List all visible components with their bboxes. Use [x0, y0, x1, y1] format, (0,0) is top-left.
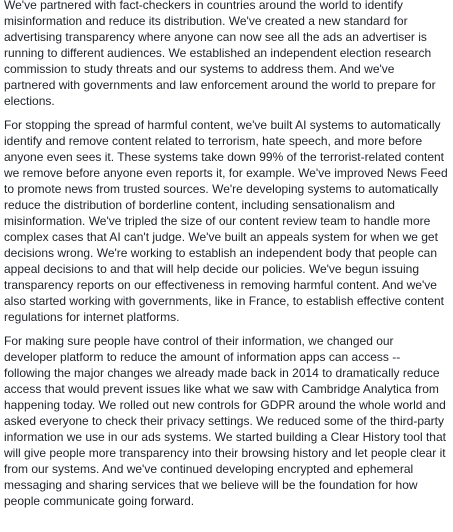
post-paragraph-partnerships: We've partnered with fact-checkers in countries around the world to identify misinformation and reduce its distribution. We've created a new standard for advertising transparency where anyone can now see all the ads an advertiser is running to different audiences. We established an independent election research commission to study threats and our systems to address them. And we've partnered with governments and law enforcement around the world to prepare for elections.: [4, 0, 436, 108]
post-paragraph-harmful-content: For stopping the spread of harmful content, we've built AI systems to automatically identify and remove content related to terrorism, hate speech, and more before anyone even sees it. These systems take down 99% of the terrorist-related content we remove before anyone even reports it, for example. We've improved News Feed to promote news from trusted sources. We're developing systems to automatically reduce the distribution of borderline content, including sensationalism and misinformation. We've tripled the size of our content review team to handle more complex cases that AI can't judge. We've built an appeals system for when we get decisions wrong. We're working to establish an independent body that people can appeal decisions to and that will help decide our policies. We've begun issuing transparency reports on our effectiveness in removing harmful content. And we've also started working with governments, like in France, to establish effective content regulations for internet platforms.: [4, 118, 448, 324]
post-paragraph-information-control: For making sure people have control of their information, we changed our developer platform to reduce the amount of information apps can access -- following the major changes we already made back in 2014 to dramatically reduce access that would prevent issues like what we saw with Cambridge Analytica from happening today. We rolled out new controls for GDPR around the whole world and asked everyone to check their privacy settings. We reduced some of the third-party information we use in our ads systems. We started building a Clear History tool that will give people more transparency into their browsing history and let people clear it from our systems. And we've continued developing encrypted and ephemeral messaging and sharing services that we believe will be the foundation for how people communicate going forward.: [4, 334, 446, 508]
